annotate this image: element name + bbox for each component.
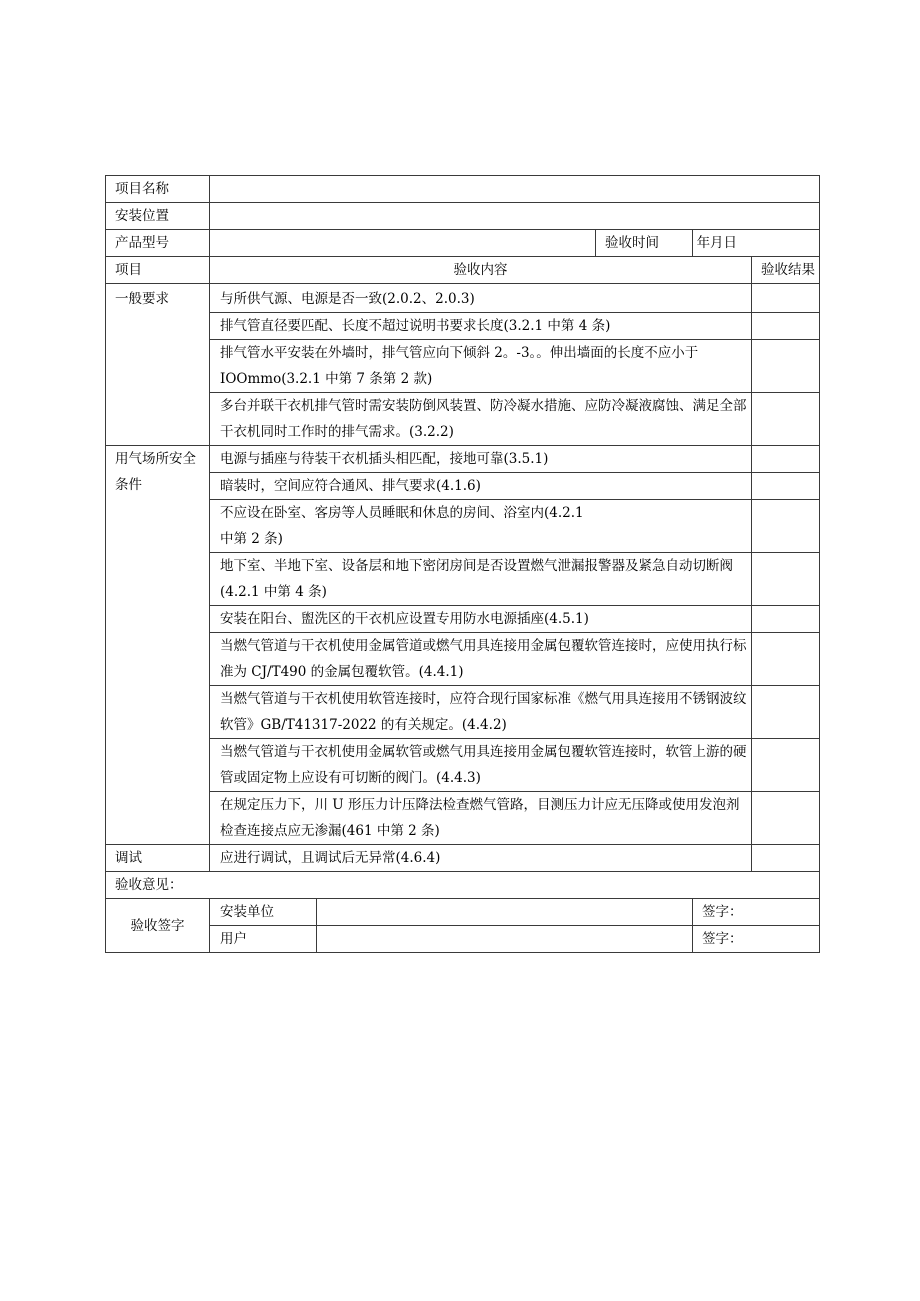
product-model-field[interactable]: [210, 230, 596, 257]
safety-item-9: 在规定压力下，川 U 形压力计压降法检查燃气管路，目测压力计应无压降或使用发泡剂检查连接点应无渗漏(461 中第 2 条): [210, 792, 752, 845]
install-unit-field[interactable]: [317, 899, 693, 926]
safety-result-7[interactable]: [752, 686, 820, 739]
safety-row-3: [106, 500, 820, 553]
row-project-name: [106, 176, 820, 203]
safety-item-3: 不应设在卧室、客房等人员睡眠和休息的房间、浴室内(4.2.1 中第 2 条): [210, 500, 752, 553]
debug-item-1: 应进行调试，且调试后无异常(4.6.4): [210, 845, 752, 872]
general-item-3: 排气管水平安装在外墙时，排气管应向下倾斜 2。-3。。伸出墙面的长度不应小于 IOOmmo(3.2.1 中第 7 条第 2 款): [210, 340, 752, 393]
row-signature-user: [106, 926, 820, 953]
safety-result-6[interactable]: [752, 633, 820, 686]
project-name-field[interactable]: [210, 176, 820, 203]
user-sign-field[interactable]: 签字：: [693, 926, 820, 953]
section-debug-label: 调试: [106, 845, 210, 872]
safety-row-5: [106, 606, 820, 633]
acceptance-table: [105, 175, 820, 953]
safety-row-1: [106, 446, 820, 473]
safety-item-2: 暗装时，空间应符合通风、排气要求(4.1.6): [210, 473, 752, 500]
safety-row-8: [106, 739, 820, 792]
product-model-label: 产品型号: [106, 230, 210, 257]
signature-label: 验收签字: [106, 899, 210, 953]
col-result-header: 验收结果: [752, 257, 820, 284]
user-field[interactable]: [317, 926, 693, 953]
general-row-2: [106, 313, 820, 340]
safety-row-2: [106, 473, 820, 500]
safety-item-1: 电源与插座与待装干衣机插头相匹配，接地可靠(3.5.1): [210, 446, 752, 473]
general-row-3: [106, 340, 820, 393]
safety-row-9: [106, 792, 820, 845]
row-product-model: [106, 230, 820, 257]
row-opinion: [106, 872, 820, 899]
safety-item-6: 当燃气管道与干衣机使用金属管道或燃气用具连接用金属包覆软管连接时，应使用执行标准为 CJ/T490 的金属包覆软管。(4.4.1): [210, 633, 752, 686]
project-name-label: 项目名称: [106, 176, 210, 203]
acceptance-time-label: 验收时间: [596, 230, 693, 257]
safety-result-4[interactable]: [752, 553, 820, 606]
install-unit-label: 安装单位: [210, 899, 317, 926]
row-column-headers: [106, 257, 820, 284]
col-item-header: 项目: [106, 257, 210, 284]
safety-item-7: 当燃气管道与干衣机使用软管连接时，应符合现行国家标准《燃气用具连接用不锈钢波纹软管》GB/T41317-2022 的有关规定。(4.4.2): [210, 686, 752, 739]
safety-result-1[interactable]: [752, 446, 820, 473]
general-row-4: [106, 393, 820, 446]
row-install-location: [106, 203, 820, 230]
safety-row-7: [106, 686, 820, 739]
safety-item-4: 地下室、半地下室、设备层和地下密闭房间是否设置燃气泄漏报警器及紧急自动切断阀(4.2.1 中第 4 条): [210, 553, 752, 606]
safety-row-4: [106, 553, 820, 606]
install-sign-field[interactable]: 签字：: [693, 899, 820, 926]
section-safety-label: 用气场所安全条件: [106, 446, 210, 845]
general-result-4[interactable]: [752, 393, 820, 446]
section-general-label: 一般要求: [106, 284, 210, 446]
safety-result-5[interactable]: [752, 606, 820, 633]
acceptance-form: [105, 175, 819, 953]
debug-result-1[interactable]: [752, 845, 820, 872]
row-signature-install: [106, 899, 820, 926]
general-result-2[interactable]: [752, 313, 820, 340]
safety-row-6: [106, 633, 820, 686]
safety-result-8[interactable]: [752, 739, 820, 792]
general-item-4: 多台并联干衣机排气管时需安装防倒风装置、防冷凝水措施、应防冷凝液腐蚀、满足全部干衣机同时工作时的排气需求。(3.2.2): [210, 393, 752, 446]
safety-result-2[interactable]: [752, 473, 820, 500]
user-label: 用户: [210, 926, 317, 953]
acceptance-date-field[interactable]: 年月日: [693, 230, 820, 257]
general-result-3[interactable]: [752, 340, 820, 393]
safety-item-8: 当燃气管道与干衣机使用金属软管或燃气用具连接用金属包覆软管连接时，软管上游的硬管或固定物上应设有可切断的阀门。(4.4.3): [210, 739, 752, 792]
general-item-2: 排气管直径要匹配、长度不超过说明书要求长度(3.2.1 中第 4 条): [210, 313, 752, 340]
general-row-1: [106, 284, 820, 313]
general-result-1[interactable]: [752, 284, 820, 313]
safety-item-5: 安装在阳台、盥洗区的干衣机应设置专用防水电源插座(4.5.1): [210, 606, 752, 633]
col-content-header: 验收内容: [210, 257, 752, 284]
debug-row-1: [106, 845, 820, 872]
install-location-field[interactable]: [210, 203, 820, 230]
safety-result-3[interactable]: [752, 500, 820, 553]
general-item-1: 与所供气源、电源是否一致(2.0.2、2.0.3): [210, 284, 752, 313]
opinion-field[interactable]: 验收意见：: [106, 872, 820, 899]
safety-result-9[interactable]: [752, 792, 820, 845]
install-location-label: 安装位置: [106, 203, 210, 230]
